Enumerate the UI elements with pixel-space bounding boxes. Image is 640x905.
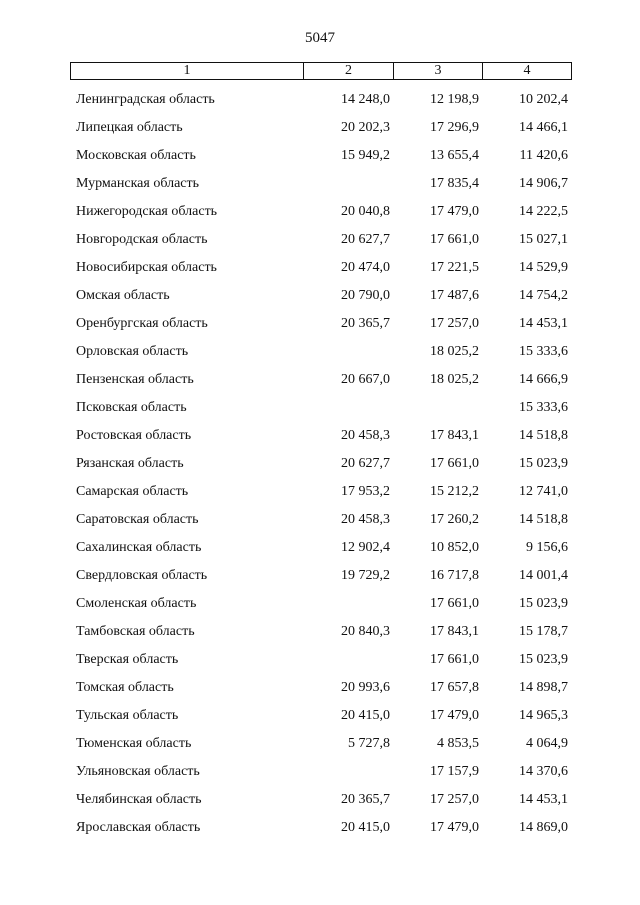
value-col-2: 12 902,4: [341, 540, 390, 555]
region-name: Рязанская область: [76, 456, 184, 471]
table-row: [70, 86, 572, 114]
region-name: Сахалинская область: [76, 540, 202, 555]
value-col-2: 19 729,2: [341, 568, 390, 583]
value-col-4: 10 202,4: [519, 92, 568, 107]
value-col-3: 17 661,0: [430, 456, 479, 471]
table-row: [70, 534, 572, 562]
value-col-2: 20 474,0: [341, 260, 390, 275]
value-col-4: 14 466,1: [519, 120, 568, 135]
column-header-4: 4: [523, 63, 531, 78]
value-col-4: 12 741,0: [519, 484, 568, 499]
value-col-3: 17 661,0: [430, 232, 479, 247]
value-col-3: 17 657,8: [430, 680, 479, 695]
value-col-2: 14 248,0: [341, 92, 390, 107]
region-name: Псковская область: [76, 400, 187, 415]
value-col-2: 20 790,0: [341, 288, 390, 303]
table-row: [70, 814, 572, 842]
region-name: Новгородская область: [76, 232, 208, 247]
region-name: Смоленская область: [76, 596, 197, 611]
region-name: Самарская область: [76, 484, 189, 499]
value-col-3: 17 157,9: [430, 764, 479, 779]
table-row: [70, 478, 572, 506]
table-row: [70, 282, 572, 310]
value-col-2: 20 667,0: [341, 372, 390, 387]
table-body: [70, 86, 572, 842]
value-col-3: 15 212,2: [430, 484, 479, 499]
value-col-4: 14 529,9: [519, 260, 568, 275]
region-name: Ярославская область: [76, 820, 201, 835]
value-col-4: 14 869,0: [519, 820, 568, 835]
value-col-3: 4 853,5: [437, 736, 479, 751]
value-col-4: 9 156,6: [526, 540, 568, 555]
region-name: Ульяновская область: [76, 764, 200, 779]
value-col-4: 14 370,6: [519, 764, 568, 779]
value-col-2: 20 415,0: [341, 708, 390, 723]
table-row: [70, 310, 572, 338]
page-number: 5047: [305, 30, 335, 46]
value-col-3: 17 835,4: [430, 176, 479, 191]
value-col-3: 17 661,0: [430, 596, 479, 611]
table-row: [70, 142, 572, 170]
region-name: Новосибирская область: [76, 260, 217, 275]
table-row: [70, 170, 572, 198]
value-col-3: 18 025,2: [430, 372, 479, 387]
value-col-3: 10 852,0: [430, 540, 479, 555]
value-col-3: 17 487,6: [430, 288, 479, 303]
value-col-2: 20 415,0: [341, 820, 390, 835]
region-name: Тамбовская область: [76, 624, 195, 639]
value-col-3: 17 843,1: [430, 428, 479, 443]
table-row: [70, 226, 572, 254]
table-row: [70, 450, 572, 478]
value-col-3: 17 479,0: [430, 204, 479, 219]
region-name: Пензенская область: [76, 372, 194, 387]
value-col-3: 18 025,2: [430, 344, 479, 359]
region-name: Мурманская область: [76, 176, 200, 191]
table-row: [70, 254, 572, 282]
region-name: Оренбургская область: [76, 316, 208, 331]
region-name: Тульская область: [76, 708, 179, 723]
value-col-2: 20 458,3: [341, 512, 390, 527]
table-row: [70, 674, 572, 702]
table-row: [70, 338, 572, 366]
value-col-4: 14 666,9: [519, 372, 568, 387]
value-col-4: 14 906,7: [519, 176, 568, 191]
table-header: [70, 62, 572, 80]
value-col-2: 20 365,7: [341, 792, 390, 807]
value-col-4: 15 178,7: [519, 624, 568, 639]
value-col-2: 15 949,2: [341, 148, 390, 163]
value-col-4: 11 420,6: [519, 148, 568, 163]
region-name: Ленинградская область: [76, 92, 215, 107]
value-col-3: 17 257,0: [430, 316, 479, 331]
region-name: Ростовская область: [76, 428, 192, 443]
region-name: Челябинская область: [76, 792, 202, 807]
region-name: Омская область: [76, 288, 170, 303]
region-name: Тюменская область: [76, 736, 192, 751]
table-row: [70, 394, 572, 422]
value-col-2: 20 627,7: [341, 456, 390, 471]
region-name: Тверская область: [76, 652, 179, 667]
value-col-3: 17 221,5: [430, 260, 479, 275]
value-col-3: 17 479,0: [430, 708, 479, 723]
region-name: Орловская область: [76, 344, 189, 359]
value-col-2: 20 202,3: [341, 120, 390, 135]
value-col-4: 15 023,9: [519, 652, 568, 667]
value-col-2: 20 365,7: [341, 316, 390, 331]
column-header-2: 2: [304, 63, 394, 79]
value-col-3: 17 843,1: [430, 624, 479, 639]
table-row: [70, 198, 572, 226]
value-col-3: 17 479,0: [430, 820, 479, 835]
value-col-3: 17 257,0: [430, 792, 479, 807]
value-col-4: 14 898,7: [519, 680, 568, 695]
value-col-4: 14 453,1: [519, 792, 568, 807]
table-row: [70, 506, 572, 534]
value-col-3: 17 661,0: [430, 652, 479, 667]
value-col-4: 14 965,3: [519, 708, 568, 723]
table-row: [70, 786, 572, 814]
value-col-4: 14 001,4: [519, 568, 568, 583]
value-col-4: 15 333,6: [519, 400, 568, 415]
value-col-4: 14 453,1: [519, 316, 568, 331]
value-col-2: 20 993,6: [341, 680, 390, 695]
table-row: [70, 618, 572, 646]
value-col-4: 14 518,8: [519, 512, 568, 527]
region-name: Московская область: [76, 148, 196, 163]
region-name: Саратовская область: [76, 512, 199, 527]
value-col-2: 20 840,3: [341, 624, 390, 639]
table-row: [70, 114, 572, 142]
value-col-4: 15 023,9: [519, 456, 568, 471]
region-name: Нижегородская область: [76, 204, 218, 219]
value-col-2: 17 953,2: [341, 484, 390, 499]
value-col-4: 4 064,9: [526, 736, 568, 751]
value-col-3: 13 655,4: [430, 148, 479, 163]
table-row: [70, 646, 572, 674]
value-col-4: 15 333,6: [519, 344, 568, 359]
table-row: [70, 702, 572, 730]
value-col-3: 16 717,8: [430, 568, 479, 583]
region-name: Свердловская область: [76, 568, 208, 583]
table-row: [70, 758, 572, 786]
region-name: Липецкая область: [76, 120, 183, 135]
table-row: [70, 730, 572, 758]
value-col-2: 20 040,8: [341, 204, 390, 219]
value-col-3: 12 198,9: [430, 92, 479, 107]
table-row: [70, 422, 572, 450]
value-col-4: 14 518,8: [519, 428, 568, 443]
table-row: [70, 562, 572, 590]
table-row: [70, 366, 572, 394]
value-col-3: 17 260,2: [430, 512, 479, 527]
value-col-3: 17 296,9: [430, 120, 479, 135]
column-header-1: 1: [71, 63, 304, 79]
value-col-2: 20 458,3: [341, 428, 390, 443]
table-row: [70, 590, 572, 618]
value-col-2: 5 727,8: [348, 736, 390, 751]
value-col-4: 14 222,5: [519, 204, 568, 219]
value-col-2: 20 627,7: [341, 232, 390, 247]
region-name: Томская область: [76, 680, 174, 695]
value-col-4: 15 023,9: [519, 596, 568, 611]
column-header-3: 3: [394, 63, 483, 79]
value-col-4: 15 027,1: [519, 232, 568, 247]
value-col-4: 14 754,2: [519, 288, 568, 303]
